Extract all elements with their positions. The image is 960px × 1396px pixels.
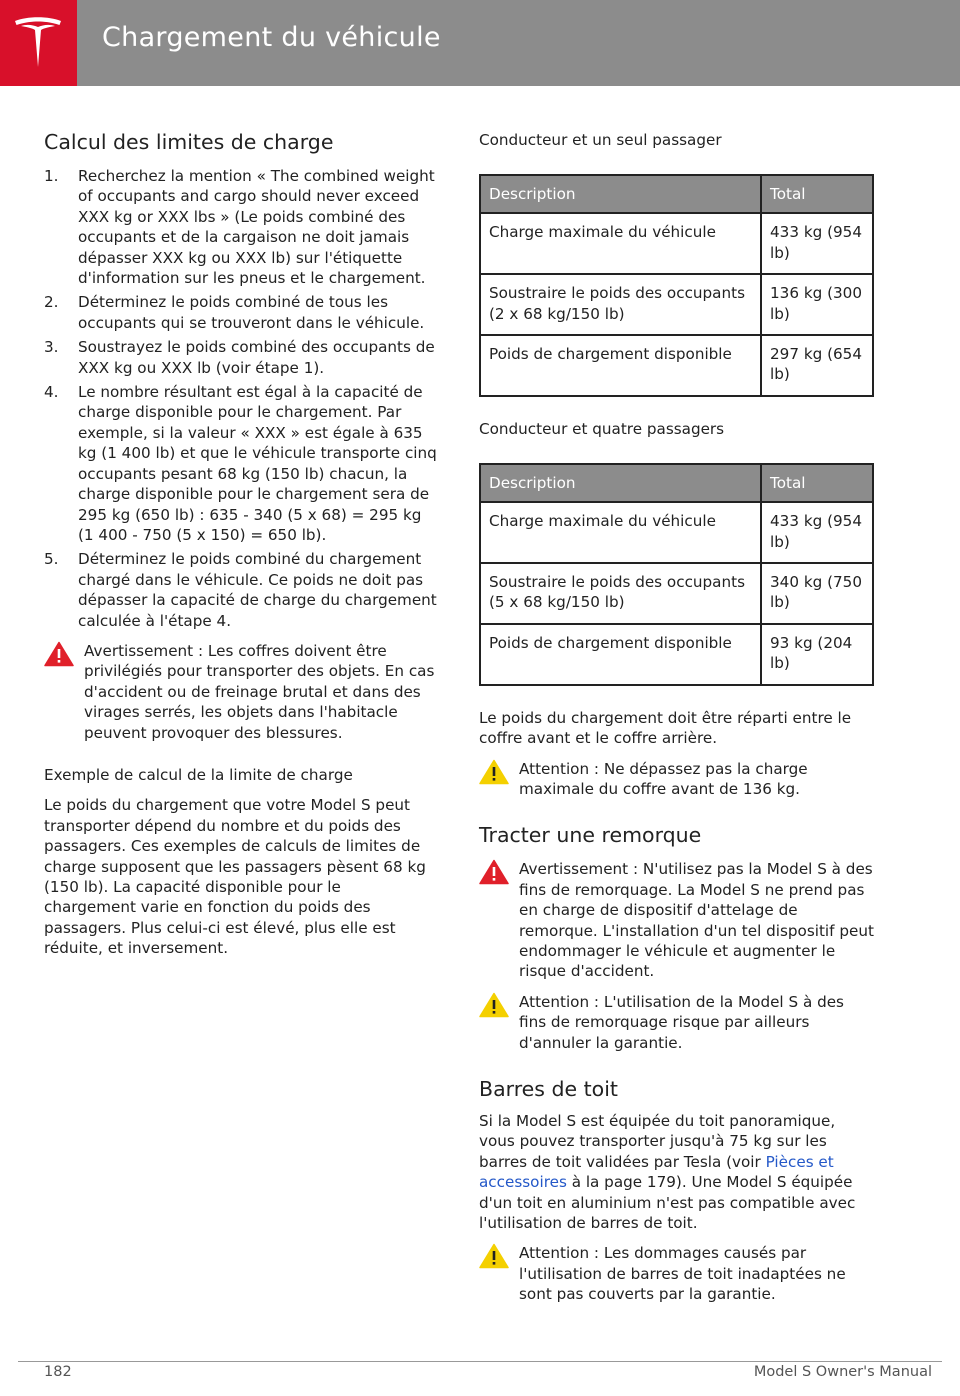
manual-title: Model S Owner's Manual (753, 1364, 932, 1380)
page-number: 182 (44, 1364, 72, 1380)
tesla-logo-icon (13, 17, 63, 69)
table2-caption: Conducteur et quatre passagers (479, 419, 725, 438)
table-cell: Charge maximale du véhicule (480, 213, 761, 274)
column-header: Description (480, 175, 761, 213)
table-cell: Soustraire le poids des occupants (5 x 68 kg/150 lb) (480, 563, 761, 624)
list-item (44, 166, 437, 288)
left-column (44, 128, 437, 959)
list-item (44, 337, 437, 378)
step-number: 3. (44, 338, 59, 357)
warning-icon (44, 641, 74, 667)
table-cell: 297 kg (654 lb) (761, 335, 873, 396)
roof-text-part-2: à la page 179). Une Model S équipée d'un toit en aluminium n'est pas compatible avec l'utilisation de barres de toit. (479, 1173, 856, 1232)
table-cell: Poids de chargement disponible (480, 624, 761, 685)
list-item (44, 382, 437, 545)
column-header: Total (761, 175, 873, 213)
load-limit-heading: Calcul des limites de charge (44, 130, 334, 154)
step-text: Recherchez la mention « The combined weight of occupants and cargo should never exceed XXX kg or XXX lbs » (Le poids combiné des occupants et de la cargaison ne doit jamais dépasser XXX kg ou XXX lb) sur l'étiquette d'information sur les pneus et le chargement. (78, 167, 435, 288)
table-cell: 433 kg (954 lb) (761, 502, 873, 563)
accessories-link[interactable]: Pièces et accessoires (479, 1152, 834, 1192)
step-number: 4. (44, 383, 59, 402)
footer-divider (18, 1361, 942, 1362)
table-row (480, 213, 873, 274)
warning-text: Avertissement : Les coffres doivent être privilégiés pour transporter des objets. En cas d'accident ou de freinage brutal et dans des virages serrés, les objets dans l'habitacle peuvent provoquer des blessures. (84, 641, 435, 742)
caution-icon (479, 992, 509, 1018)
warning-notice (44, 641, 437, 743)
step-number: 2. (44, 293, 59, 312)
step-number: 5. (44, 550, 59, 569)
warning-icon (479, 859, 509, 885)
caution-notice (479, 992, 875, 1053)
caution-icon (479, 759, 509, 785)
step-number: 1. (44, 167, 59, 185)
warning-notice (479, 859, 875, 981)
caution-text: Attention : L'utilisation de la Model S à des fins de remorquage risque par ailleurs d'annuler la garantie. (519, 992, 844, 1052)
caution-icon (479, 1243, 509, 1269)
step-text: Déterminez le poids combiné du chargement chargé dans le véhicule. Ce poids ne doit pas dépasser la capacité de charge du chargement calculée à l'étape 4. (78, 550, 437, 630)
table1-caption: Conducteur et un seul passager (479, 131, 722, 149)
caution-text: Attention : Les dommages causés par l'utilisation de barres de toit inadaptées ne sont pas couverts par la garantie. (519, 1244, 846, 1304)
steps-list (44, 166, 437, 631)
column-header: Description (480, 464, 761, 502)
load-table-four-passengers (479, 463, 874, 685)
table-row (480, 274, 873, 335)
list-item (44, 292, 437, 333)
table-cell: Charge maximale du véhicule (480, 502, 761, 563)
table-cell: Soustraire le poids des occupants (2 x 68 kg/150 lb) (480, 274, 761, 335)
caution-notice (479, 759, 875, 800)
table-cell: 340 kg (750 lb) (761, 563, 873, 624)
towing-heading: Tracter une remorque (479, 823, 702, 848)
roof-text-part-1: Si la Model S est équipée du toit panoramique, vous pouvez transporter jusqu'à 75 kg sur les barres de toit validées par Tesla (voir (479, 1111, 836, 1171)
list-item (44, 549, 437, 631)
table-row (480, 335, 873, 396)
tesla-logo (0, 0, 77, 86)
caution-notice (479, 1243, 875, 1304)
step-text: Le nombre résultant est égal à la capacité de charge disponible pour le chargement. Par exemple, si la valeur « XXX » est égale à 635 kg (1 400 lb) et que le véhicule transporte cinq occupants pesant 68 kg (150 lb) chacun, la charge disponible pour le chargement sera de 295 kg (650 lb) : 635 - 340 (5 x 68) = 295 kg (1 400 - 750 (5 x 150) = 650 lb). (78, 383, 437, 544)
table-cell: Poids de chargement disponible (480, 335, 761, 396)
roof-text (479, 1111, 875, 1233)
table-row (480, 624, 873, 685)
warning-text: Avertissement : N'utilisez pas la Model S à des fins de remorquage. La Model S ne prend pas en charge de dispositif d'attelage de remorque. L'installation d'un tel dispositif peut endommager le véhicule et augmenter le risque d'accident. (519, 860, 874, 981)
table-cell: 93 kg (204 lb) (761, 624, 873, 685)
table-cell: 433 kg (954 lb) (761, 213, 873, 274)
load-table-one-passenger (479, 174, 874, 396)
table-row (480, 502, 873, 563)
table-row (480, 563, 873, 624)
page-header (0, 0, 960, 86)
table-cell: 136 kg (300 lb) (761, 274, 873, 335)
example-text: Le poids du chargement que votre Model S peut transporter dépend du nombre et du poids des passagers. Ces exemples de calculs de limites de charge supposent que les passagers pèsent 68 kg (150 lb). La capacité disponible pour le chargement varie en fonction du poids des passagers. Plus celui-ci est élevé, plus elle est réduite, et inversement. (44, 796, 426, 958)
roof-heading: Barres de toit (479, 1076, 618, 1101)
example-title: Exemple de calcul de la limite de charge (44, 765, 353, 784)
page-title: Chargement du véhicule (102, 22, 441, 53)
step-text: Soustrayez le poids combiné des occupants de XXX kg ou XXX lb (voir étape 1). (78, 338, 435, 377)
distribution-text: Le poids du chargement doit être réparti entre le coffre avant et le coffre arrière. (479, 708, 852, 748)
right-column (479, 130, 875, 1305)
table-header-row (480, 464, 873, 502)
table-header-row (480, 175, 873, 213)
caution-text: Attention : Ne dépassez pas la charge maximale du coffre avant de 136 kg. (519, 759, 808, 798)
column-header: Total (761, 464, 873, 502)
step-text: Déterminez le poids combiné de tous les occupants qui se trouveront dans le véhicule. (78, 293, 425, 332)
